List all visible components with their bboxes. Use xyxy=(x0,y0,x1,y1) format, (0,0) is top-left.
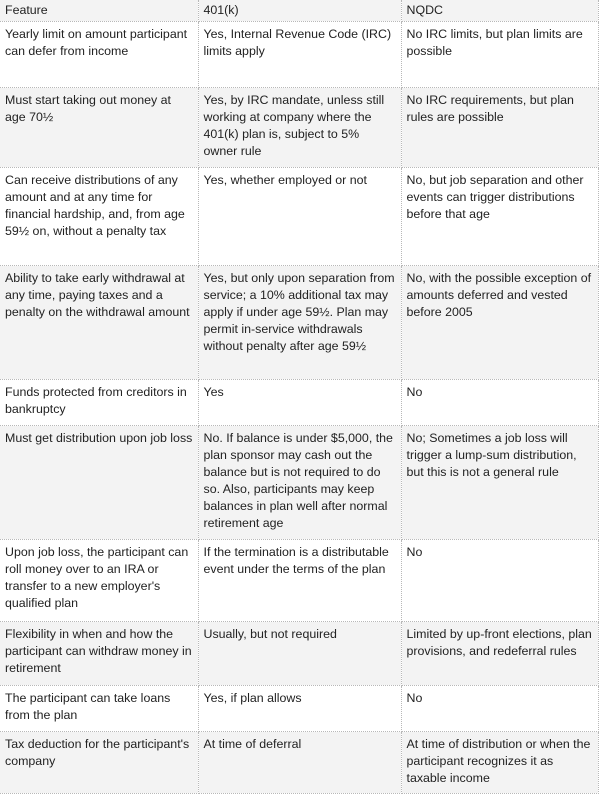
table-row xyxy=(0,732,598,794)
k401-cell: No. If balance is under $5,000, the plan sponsor may cash out the balance but is not required to do so. Also, participants may keep balances in plan well after normal retirement age xyxy=(198,426,401,540)
table-row xyxy=(0,686,598,732)
nqdc-cell: No, but job separation and other events can trigger distributions before that age xyxy=(401,168,598,266)
k401-cell: Yes, but only upon separation from service; a 10% additional tax may apply if under age 59½. Plan may permit in-service withdrawals without penalty after age 59½ xyxy=(198,266,401,380)
nqdc-cell: No xyxy=(401,380,598,426)
nqdc-cell: No IRC limits, but plan limits are possible xyxy=(401,22,598,88)
k401-cell: Yes, whether employed or not xyxy=(198,168,401,266)
feature-cell: Must get distribution upon job loss xyxy=(0,426,198,540)
k401-cell: Yes xyxy=(198,380,401,426)
nqdc-cell: No IRC requirements, but plan rules are possible xyxy=(401,88,598,168)
table-row xyxy=(0,22,598,88)
feature-cell: Flexibility in when and how the participant can withdraw money in retirement xyxy=(0,622,198,686)
table-row xyxy=(0,266,598,380)
nqdc-cell: No xyxy=(401,686,598,732)
k401-cell: At time of deferral xyxy=(198,732,401,794)
nqdc-cell: No; Sometimes a job loss will trigger a lump-sum distribution, but this is not a general rule xyxy=(401,426,598,540)
k401-cell: Yes, if plan allows xyxy=(198,686,401,732)
feature-cell: Yearly limit on amount participant can defer from income xyxy=(0,22,198,88)
feature-cell: The participant can take loans from the plan xyxy=(0,686,198,732)
table-row xyxy=(0,622,598,686)
feature-cell: Tax deduction for the participant's company xyxy=(0,732,198,794)
nqdc-cell: No, with the possible exception of amounts deferred and vested before 2005 xyxy=(401,266,598,380)
k401-cell: Usually, but not required xyxy=(198,622,401,686)
feature-cell: Upon job loss, the participant can roll money over to an IRA or transfer to a new employer's qualified plan xyxy=(0,540,198,622)
nqdc-cell: Limited by up-front elections, plan provisions, and redeferral rules xyxy=(401,622,598,686)
k401-cell: Yes, Internal Revenue Code (IRC) limits apply xyxy=(198,22,401,88)
table-row xyxy=(0,88,598,168)
feature-cell: Can receive distributions of any amount and at any time for financial hardship, and, from age 59½ on, without a penalty tax xyxy=(0,168,198,266)
header-nqdc: NQDC xyxy=(401,0,598,22)
k401-cell: Yes, by IRC mandate, unless still working at company where the 401(k) plan is, subject to 5% owner rule xyxy=(198,88,401,168)
feature-cell: Must start taking out money at age 70½ xyxy=(0,88,198,168)
table-row xyxy=(0,426,598,540)
nqdc-cell: No xyxy=(401,540,598,622)
k401-cell: If the termination is a distributable event under the terms of the plan xyxy=(198,540,401,622)
nqdc-cell: At time of distribution or when the participant recognizes it as taxable income xyxy=(401,732,598,794)
table-row xyxy=(0,540,598,622)
feature-cell: Ability to take early withdrawal at any time, paying taxes and a penalty on the withdrawal amount xyxy=(0,266,198,380)
feature-cell: Funds protected from creditors in bankruptcy xyxy=(0,380,198,426)
table-row xyxy=(0,380,598,426)
header-401k: 401(k) xyxy=(198,0,401,22)
table-row xyxy=(0,168,598,266)
header-feature: Feature xyxy=(0,0,198,22)
header-row xyxy=(0,0,598,22)
